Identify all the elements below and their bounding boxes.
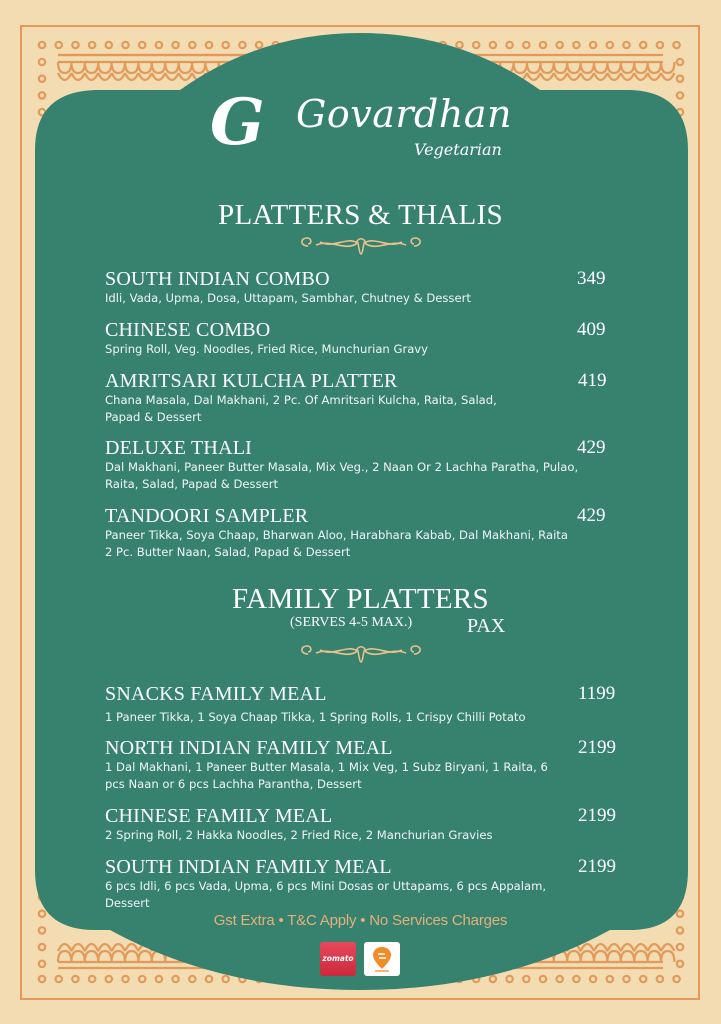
menu-item (105, 370, 625, 426)
flourish-divider-icon (296, 639, 426, 665)
item-description: Dessert (105, 896, 150, 910)
item-name: CHINESE COMBO (105, 319, 271, 341)
brand-subtitle: Vegetarian (414, 140, 502, 159)
item-description: 1 Dal Makhani, 1 Paneer Butter Masala, 1 Mix Veg, 1 Subz Biryani, 1 Raita, 6 (105, 760, 548, 774)
item-description: 2 Pc. Butter Naan, Salad, Papad & Dessert (105, 545, 351, 559)
item-price: 349 (577, 268, 606, 289)
item-description: 1 Paneer Tikka, 1 Soya Chaap Tikka, 1 Spring Rolls, 1 Crispy Chilli Potato (105, 710, 526, 724)
item-name: AMRITSARI KULCHA PLATTER (105, 370, 398, 392)
brand-logo (210, 85, 512, 168)
item-description: Dal Makhani, Paneer Butter Masala, Mix Veg., 2 Naan Or 2 Lachha Paratha, Pulao, (105, 460, 579, 474)
item-price: 409 (577, 319, 606, 340)
menu-item (105, 805, 625, 844)
item-price: 419 (578, 370, 607, 391)
item-description: pcs Naan or 6 pcs Lachha Parantha, Dessert (105, 777, 362, 791)
swiggy-logo-icon[interactable] (364, 942, 400, 976)
menu-item (105, 268, 625, 307)
menu-item (105, 319, 625, 358)
item-description: Raita, Salad, Papad & Dessert (105, 477, 279, 491)
flourish-divider-icon (296, 231, 426, 257)
menu-item (105, 856, 625, 912)
item-price: 1199 (578, 683, 616, 704)
menu-item (105, 737, 625, 793)
section-title-family: FAMILY PLATTERS (232, 583, 489, 615)
item-description: Idli, Vada, Upma, Dosa, Uttapam, Sambhar, Chutney & Dessert (105, 291, 471, 305)
item-price: 429 (577, 437, 606, 458)
section-title-platters: PLATTERS & THALIS (218, 199, 503, 231)
item-description: 2 Spring Roll, 2 Hakka Noodles, 2 Fried Rice, 2 Manchurian Gravies (105, 828, 493, 842)
item-price: 429 (577, 505, 606, 526)
item-name: SNACKS FAMILY MEAL (105, 683, 327, 705)
item-name: SOUTH INDIAN FAMILY MEAL (105, 856, 392, 878)
footer-terms: Gst Extra • T&C Apply • No Services Charges (213, 912, 508, 929)
menu-item (105, 437, 625, 493)
item-name: SOUTH INDIAN COMBO (105, 268, 330, 290)
item-price: 2199 (578, 856, 616, 877)
item-description: Papad & Dessert (105, 410, 202, 424)
item-name: NORTH INDIAN FAMILY MEAL (105, 737, 393, 759)
menu-item (105, 505, 625, 561)
item-name: DELUXE THALI (105, 437, 252, 459)
item-description: Spring Roll, Veg. Noodles, Fried Rice, Munchurian Gravy (105, 342, 429, 356)
serves-note: (SERVES 4-5 MAX.) (290, 615, 413, 630)
item-price: 2199 (578, 805, 616, 826)
menu-item (105, 683, 625, 726)
item-name: TANDOORI SAMPLER (105, 505, 309, 527)
item-description: Paneer Tikka, Soya Chaap, Bharwan Aloo, Harabhara Kabab, Dal Makhani, Raita (105, 528, 568, 542)
item-description: 6 pcs Idli, 6 pcs Vada, Upma, 6 pcs Mini Dosas or Uttapams, 6 pcs Appalam, (105, 879, 547, 893)
item-description: Chana Masala, Dal Makhani, 2 Pc. Of Amritsari Kulcha, Raita, Salad, (105, 393, 497, 407)
item-name: CHINESE FAMILY MEAL (105, 805, 333, 827)
pax-label: PAX (467, 615, 506, 637)
brand-mark-icon: G (210, 85, 265, 160)
brand-name: Govardhan (296, 92, 512, 136)
item-price: 2199 (578, 737, 616, 758)
zomato-logo-icon[interactable]: zomato (320, 942, 356, 976)
